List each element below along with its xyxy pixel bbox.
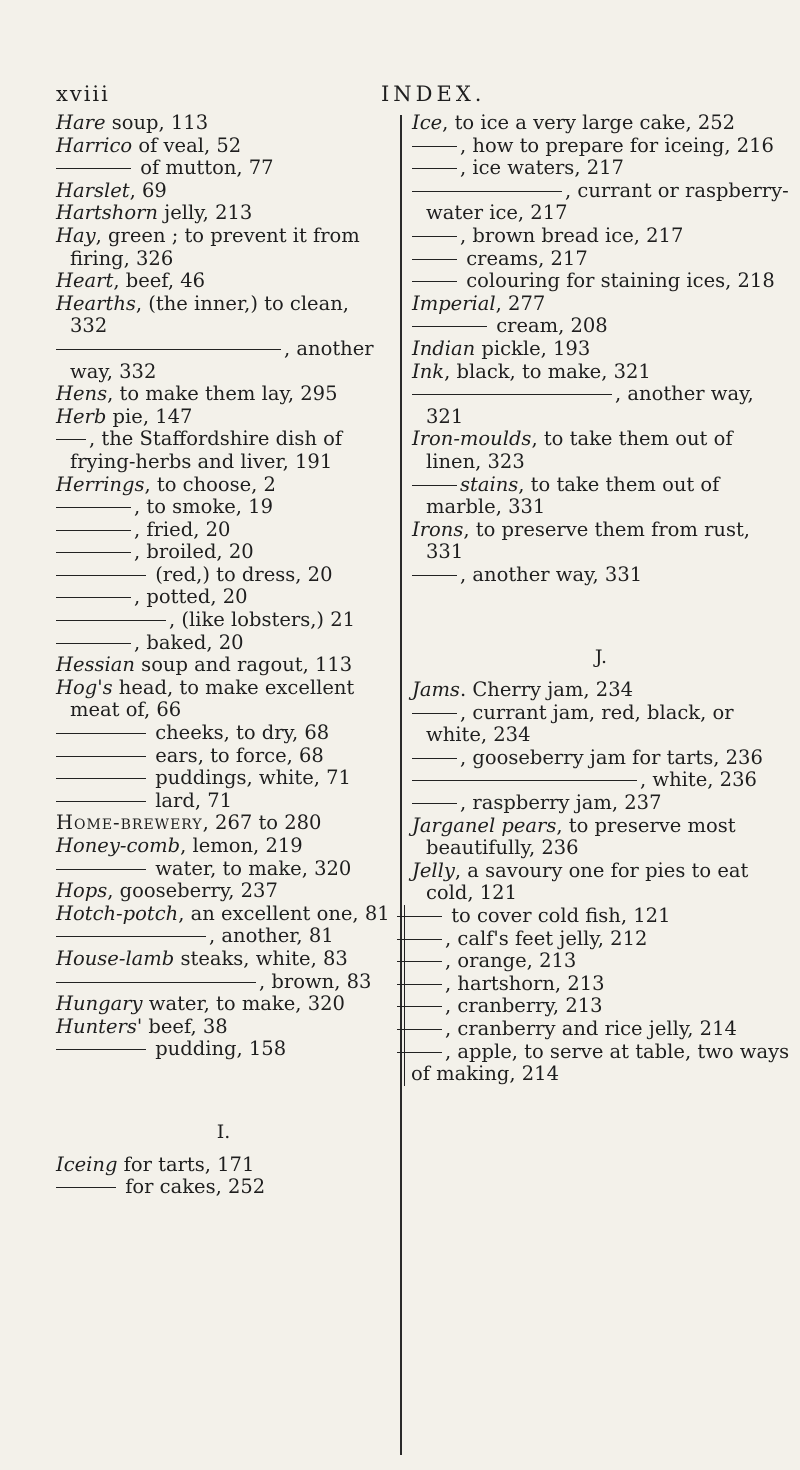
entry-text: , to make them lay, 295 bbox=[107, 382, 338, 406]
index-entry bbox=[412, 769, 790, 792]
ditto-dash bbox=[56, 507, 131, 508]
entry-text: steaks, white, 83 bbox=[174, 946, 348, 970]
entry-text: , lemon, 219 bbox=[180, 834, 303, 857]
index-entry bbox=[56, 338, 391, 383]
entry-headword: Hungary bbox=[56, 992, 143, 1016]
entry-text: cream, 208 bbox=[490, 314, 608, 338]
ditto-dash bbox=[412, 485, 457, 486]
index-entry bbox=[412, 361, 790, 384]
entry-text: pickle, 193 bbox=[475, 336, 591, 360]
ditto-dash bbox=[412, 259, 457, 260]
entry-text: , fried, 20 bbox=[134, 517, 231, 541]
index-entry bbox=[56, 293, 391, 338]
page-title: INDEX. bbox=[381, 82, 486, 106]
index-entry bbox=[56, 925, 391, 948]
entry-headword: Ink bbox=[412, 359, 445, 383]
index-entry bbox=[56, 1176, 391, 1199]
entry-text: , 277 bbox=[495, 291, 546, 315]
index-entry bbox=[56, 428, 391, 473]
entry-headword: Hartshorn bbox=[56, 201, 158, 225]
index-entry bbox=[56, 654, 391, 677]
ditto-dash bbox=[56, 168, 131, 169]
left-column bbox=[56, 112, 391, 1199]
entry-text: of mutton, 77 bbox=[134, 156, 274, 180]
ditto-dash bbox=[412, 575, 457, 576]
entry-text: , 69 bbox=[129, 178, 167, 202]
index-entry bbox=[412, 747, 790, 770]
entry-headword: Hay bbox=[56, 223, 96, 247]
index-entry bbox=[56, 745, 391, 768]
entry-headword: Heart bbox=[56, 269, 114, 293]
ditto-dash bbox=[412, 780, 637, 781]
entry-headword: Harrico bbox=[56, 133, 133, 157]
entry-text: , the Staffordshire dish of frying-herbs and liver, 191 bbox=[70, 427, 343, 473]
entry-text: , to smoke, 19 bbox=[134, 495, 273, 519]
index-entry bbox=[412, 679, 790, 702]
ditto-dash bbox=[397, 1006, 442, 1007]
index-entry bbox=[404, 950, 790, 973]
index-entry bbox=[412, 860, 790, 905]
entry-headword: Herb bbox=[56, 404, 107, 428]
entry-headword: Imperial bbox=[412, 291, 496, 315]
ditto-dash bbox=[56, 936, 206, 937]
entry-text: , white, 236 bbox=[640, 768, 757, 792]
index-entry bbox=[412, 293, 790, 316]
index-entry bbox=[404, 973, 790, 996]
index-entry bbox=[56, 135, 391, 158]
section-letter-i: I. bbox=[216, 1120, 231, 1143]
entry-text: , a savoury one for pies to eat cold, 121 bbox=[426, 858, 749, 905]
index-entry bbox=[56, 835, 391, 858]
ditto-dash bbox=[56, 530, 131, 531]
index-entry bbox=[412, 383, 790, 428]
ditto-dash bbox=[397, 984, 442, 985]
ditto-dash bbox=[56, 439, 86, 440]
ditto-dash bbox=[56, 982, 256, 983]
entry-text: , how to prepare for iceing, 216 bbox=[460, 133, 774, 157]
entry-text: , 267 to 280 bbox=[202, 811, 322, 835]
ditto-dash bbox=[56, 349, 281, 350]
entry-headword: Herrings bbox=[56, 472, 145, 496]
entry-text: , apple, to serve at table, two ways of making, 214 bbox=[411, 1039, 790, 1086]
index-entry bbox=[56, 948, 391, 971]
index-entry bbox=[412, 270, 790, 293]
index-entry bbox=[412, 428, 790, 473]
entry-text: water, to make, 320 bbox=[149, 856, 352, 880]
ditto-dash bbox=[397, 1052, 442, 1053]
index-entry bbox=[56, 1154, 391, 1177]
index-entry bbox=[56, 903, 391, 926]
index-entry bbox=[412, 702, 790, 747]
ditto-dash bbox=[412, 146, 457, 147]
entry-text: , gooseberry, 237 bbox=[107, 879, 278, 903]
section-letter-j: J. bbox=[594, 646, 608, 669]
index-entry bbox=[412, 474, 790, 519]
left-entries bbox=[56, 112, 391, 1061]
ditto-dash bbox=[56, 643, 131, 644]
entry-text: head, to make excellent meat of, 66 bbox=[70, 675, 355, 722]
index-entry bbox=[56, 541, 391, 564]
entry-text: , currant jam, red, black, or white, 234 bbox=[426, 700, 734, 747]
ditto-dash bbox=[412, 168, 457, 169]
index-entry bbox=[56, 564, 391, 587]
entry-text: to cover cold fish, 121 bbox=[445, 904, 671, 927]
entry-text: beef, 38 bbox=[142, 1014, 228, 1038]
entry-text: , to take them out of linen, 323 bbox=[426, 427, 733, 473]
index-entry bbox=[412, 157, 790, 180]
entry-text: , another way, 332 bbox=[70, 336, 374, 383]
index-entry bbox=[404, 1018, 790, 1041]
entry-text: ears, to force, 68 bbox=[149, 743, 324, 767]
entry-text: , ice waters, 217 bbox=[460, 156, 624, 180]
entry-text: cheeks, to dry, 68 bbox=[149, 721, 330, 745]
index-entry bbox=[56, 677, 391, 722]
index-entry bbox=[412, 315, 790, 338]
entry-text: lard, 71 bbox=[149, 788, 233, 812]
ditto-dash bbox=[397, 916, 442, 917]
column-divider bbox=[400, 115, 402, 1455]
ditto-dash bbox=[412, 236, 457, 237]
ditto-dash bbox=[56, 1187, 116, 1188]
entry-text: , green ; to prevent it from firing, 326 bbox=[70, 223, 360, 270]
index-entry bbox=[56, 474, 391, 497]
entry-subhead: stains bbox=[460, 472, 519, 496]
entry-text: for tarts, 171 bbox=[117, 1152, 255, 1176]
index-entry bbox=[56, 1038, 391, 1061]
index-entry bbox=[56, 632, 391, 655]
index-entry bbox=[56, 767, 391, 790]
index-entry bbox=[404, 1041, 790, 1086]
entry-text: , baked, 20 bbox=[134, 630, 244, 654]
entry-headword: Jelly bbox=[412, 858, 455, 882]
index-entry bbox=[412, 815, 790, 860]
ditto-dash bbox=[56, 733, 146, 734]
entry-text: , broiled, 20 bbox=[134, 540, 254, 564]
entry-text: puddings, white, 71 bbox=[149, 766, 351, 790]
index-entry bbox=[56, 519, 391, 542]
entry-text: creams, 217 bbox=[460, 246, 588, 270]
entry-text: colouring for staining ices, 218 bbox=[460, 269, 775, 293]
entry-text: , raspberry jam, 237 bbox=[460, 791, 662, 815]
entry-text: , brown bread ice, 217 bbox=[460, 223, 684, 247]
index-entry bbox=[56, 496, 391, 519]
entry-headword: Hessian bbox=[56, 653, 135, 677]
entry-text: , cranberry and rice jelly, 214 bbox=[445, 1016, 737, 1040]
entry-text: pudding, 158 bbox=[149, 1037, 287, 1061]
index-entry bbox=[56, 157, 391, 180]
entry-text: , currant or raspberry-water ice, 217 bbox=[426, 178, 789, 225]
entry-headword: House-lamb bbox=[56, 946, 175, 970]
entry-text: (red,) to dress, 20 bbox=[149, 562, 333, 586]
right-column bbox=[412, 112, 790, 1086]
entry-headword: Hearths bbox=[56, 291, 136, 315]
index-entry bbox=[56, 1016, 391, 1039]
index-entry bbox=[56, 858, 391, 881]
ditto-dash bbox=[412, 713, 457, 714]
index-entry bbox=[412, 112, 790, 135]
entry-headword: Hens bbox=[56, 382, 108, 406]
ditto-dash bbox=[56, 801, 146, 802]
entry-text: , to preserve most beautifully, 236 bbox=[426, 813, 736, 860]
entry-text: , to preserve them from rust, 331 bbox=[426, 517, 750, 564]
entry-headword: Hare bbox=[56, 111, 106, 134]
entry-headword: Irons bbox=[412, 517, 464, 541]
index-entry bbox=[412, 564, 790, 587]
ditto-dash bbox=[412, 803, 457, 804]
page-header bbox=[56, 82, 760, 114]
ditto-dash bbox=[56, 597, 131, 598]
index-entry bbox=[412, 180, 790, 225]
ditto-dash bbox=[56, 1049, 146, 1050]
ditto-dash bbox=[412, 326, 487, 327]
entry-text: , to take them out of marble, 331 bbox=[426, 472, 720, 519]
index-entry bbox=[56, 971, 391, 994]
index-entry bbox=[56, 722, 391, 745]
entry-text: , another way, 321 bbox=[426, 382, 754, 428]
right-entries bbox=[412, 112, 790, 586]
page-number: xviii bbox=[56, 82, 110, 106]
index-entry bbox=[56, 225, 391, 270]
entry-text: , black, to make, 321 bbox=[444, 359, 651, 383]
ditto-dash bbox=[412, 191, 562, 192]
entry-text: , an excellent one, 81 bbox=[178, 901, 390, 925]
ditto-dash bbox=[56, 869, 146, 870]
entry-text: , another way, 331 bbox=[460, 562, 643, 586]
entry-headword: Iceing bbox=[56, 1152, 118, 1176]
entry-text: , brown, 83 bbox=[259, 969, 372, 993]
index-entry bbox=[56, 586, 391, 609]
entry-text: , cranberry, 213 bbox=[445, 994, 603, 1018]
index-entry bbox=[404, 928, 790, 951]
index-entry bbox=[56, 609, 391, 632]
index-entry bbox=[404, 905, 790, 928]
index-entry bbox=[56, 812, 391, 835]
entry-text: , potted, 20 bbox=[134, 585, 248, 609]
entry-headword: Hog's bbox=[56, 675, 113, 699]
index-entry bbox=[412, 792, 790, 815]
entry-headword: Hotch-potch bbox=[56, 901, 179, 925]
entry-headword: Hops bbox=[56, 879, 108, 903]
entry-text: , beef, 46 bbox=[113, 269, 206, 293]
entry-headword: Jams bbox=[412, 678, 460, 702]
index-entry bbox=[56, 880, 391, 903]
ditto-dash bbox=[56, 552, 131, 553]
entry-text: pie, 147 bbox=[106, 404, 193, 428]
entry-headword: Indian bbox=[412, 336, 476, 360]
ditto-dash bbox=[56, 756, 146, 757]
entry-headword: Home-brewery bbox=[56, 811, 203, 835]
entry-headword: Hunters' bbox=[56, 1014, 143, 1038]
index-entry bbox=[412, 519, 790, 564]
entry-text: of veal, 52 bbox=[132, 133, 242, 157]
entry-text: , orange, 213 bbox=[445, 949, 577, 973]
ditto-dash bbox=[56, 620, 166, 621]
ditto-dash bbox=[412, 394, 612, 395]
entry-headword: Ice bbox=[412, 111, 443, 134]
index-entry bbox=[56, 406, 391, 429]
entry-text: soup and ragout, 113 bbox=[134, 653, 353, 677]
entry-text: , gooseberry jam for tarts, 236 bbox=[460, 745, 763, 769]
index-entry bbox=[56, 383, 391, 406]
entry-text: soup, 113 bbox=[105, 111, 209, 134]
right-entries-j bbox=[412, 679, 790, 1086]
index-entry bbox=[56, 112, 391, 135]
ditto-dash bbox=[56, 575, 146, 576]
index-entry bbox=[412, 248, 790, 271]
index-entry bbox=[56, 270, 391, 293]
entry-text: . Cherry jam, 234 bbox=[459, 678, 634, 702]
entry-text: , (the inner,) to clean, 332 bbox=[70, 291, 349, 338]
index-entry bbox=[412, 225, 790, 248]
index-entry bbox=[412, 135, 790, 158]
entry-text: , calf's feet jelly, 212 bbox=[445, 926, 648, 950]
index-entry bbox=[56, 993, 391, 1016]
entry-text: for cakes, 252 bbox=[119, 1175, 266, 1199]
index-entry bbox=[56, 180, 391, 203]
ditto-dash bbox=[397, 939, 442, 940]
entry-text: , hartshorn, 213 bbox=[445, 971, 605, 995]
entry-text: jelly, 213 bbox=[157, 201, 253, 225]
left-entries-i bbox=[56, 1154, 391, 1199]
entry-text: , to choose, 2 bbox=[144, 472, 276, 496]
index-entry bbox=[56, 790, 391, 813]
index-entry bbox=[56, 202, 391, 225]
ditto-dash bbox=[397, 961, 442, 962]
entry-headword: Jarganel pears bbox=[412, 813, 557, 837]
index-entry bbox=[412, 338, 790, 361]
entry-headword: Harslet bbox=[56, 178, 130, 202]
entry-headword: Iron-moulds bbox=[412, 427, 532, 451]
ditto-dash bbox=[56, 778, 146, 779]
entry-text: , another, 81 bbox=[209, 924, 334, 948]
ditto-dash bbox=[397, 1029, 442, 1030]
entry-headword: Honey-comb bbox=[56, 834, 181, 857]
entry-text: , to ice a very large cake, 252 bbox=[442, 111, 736, 134]
entry-text: water, to make, 320 bbox=[142, 992, 345, 1016]
entry-text: , (like lobsters,) 21 bbox=[169, 608, 356, 632]
ditto-dash bbox=[412, 281, 457, 282]
index-entry bbox=[404, 995, 790, 1018]
ditto-dash bbox=[412, 758, 457, 759]
